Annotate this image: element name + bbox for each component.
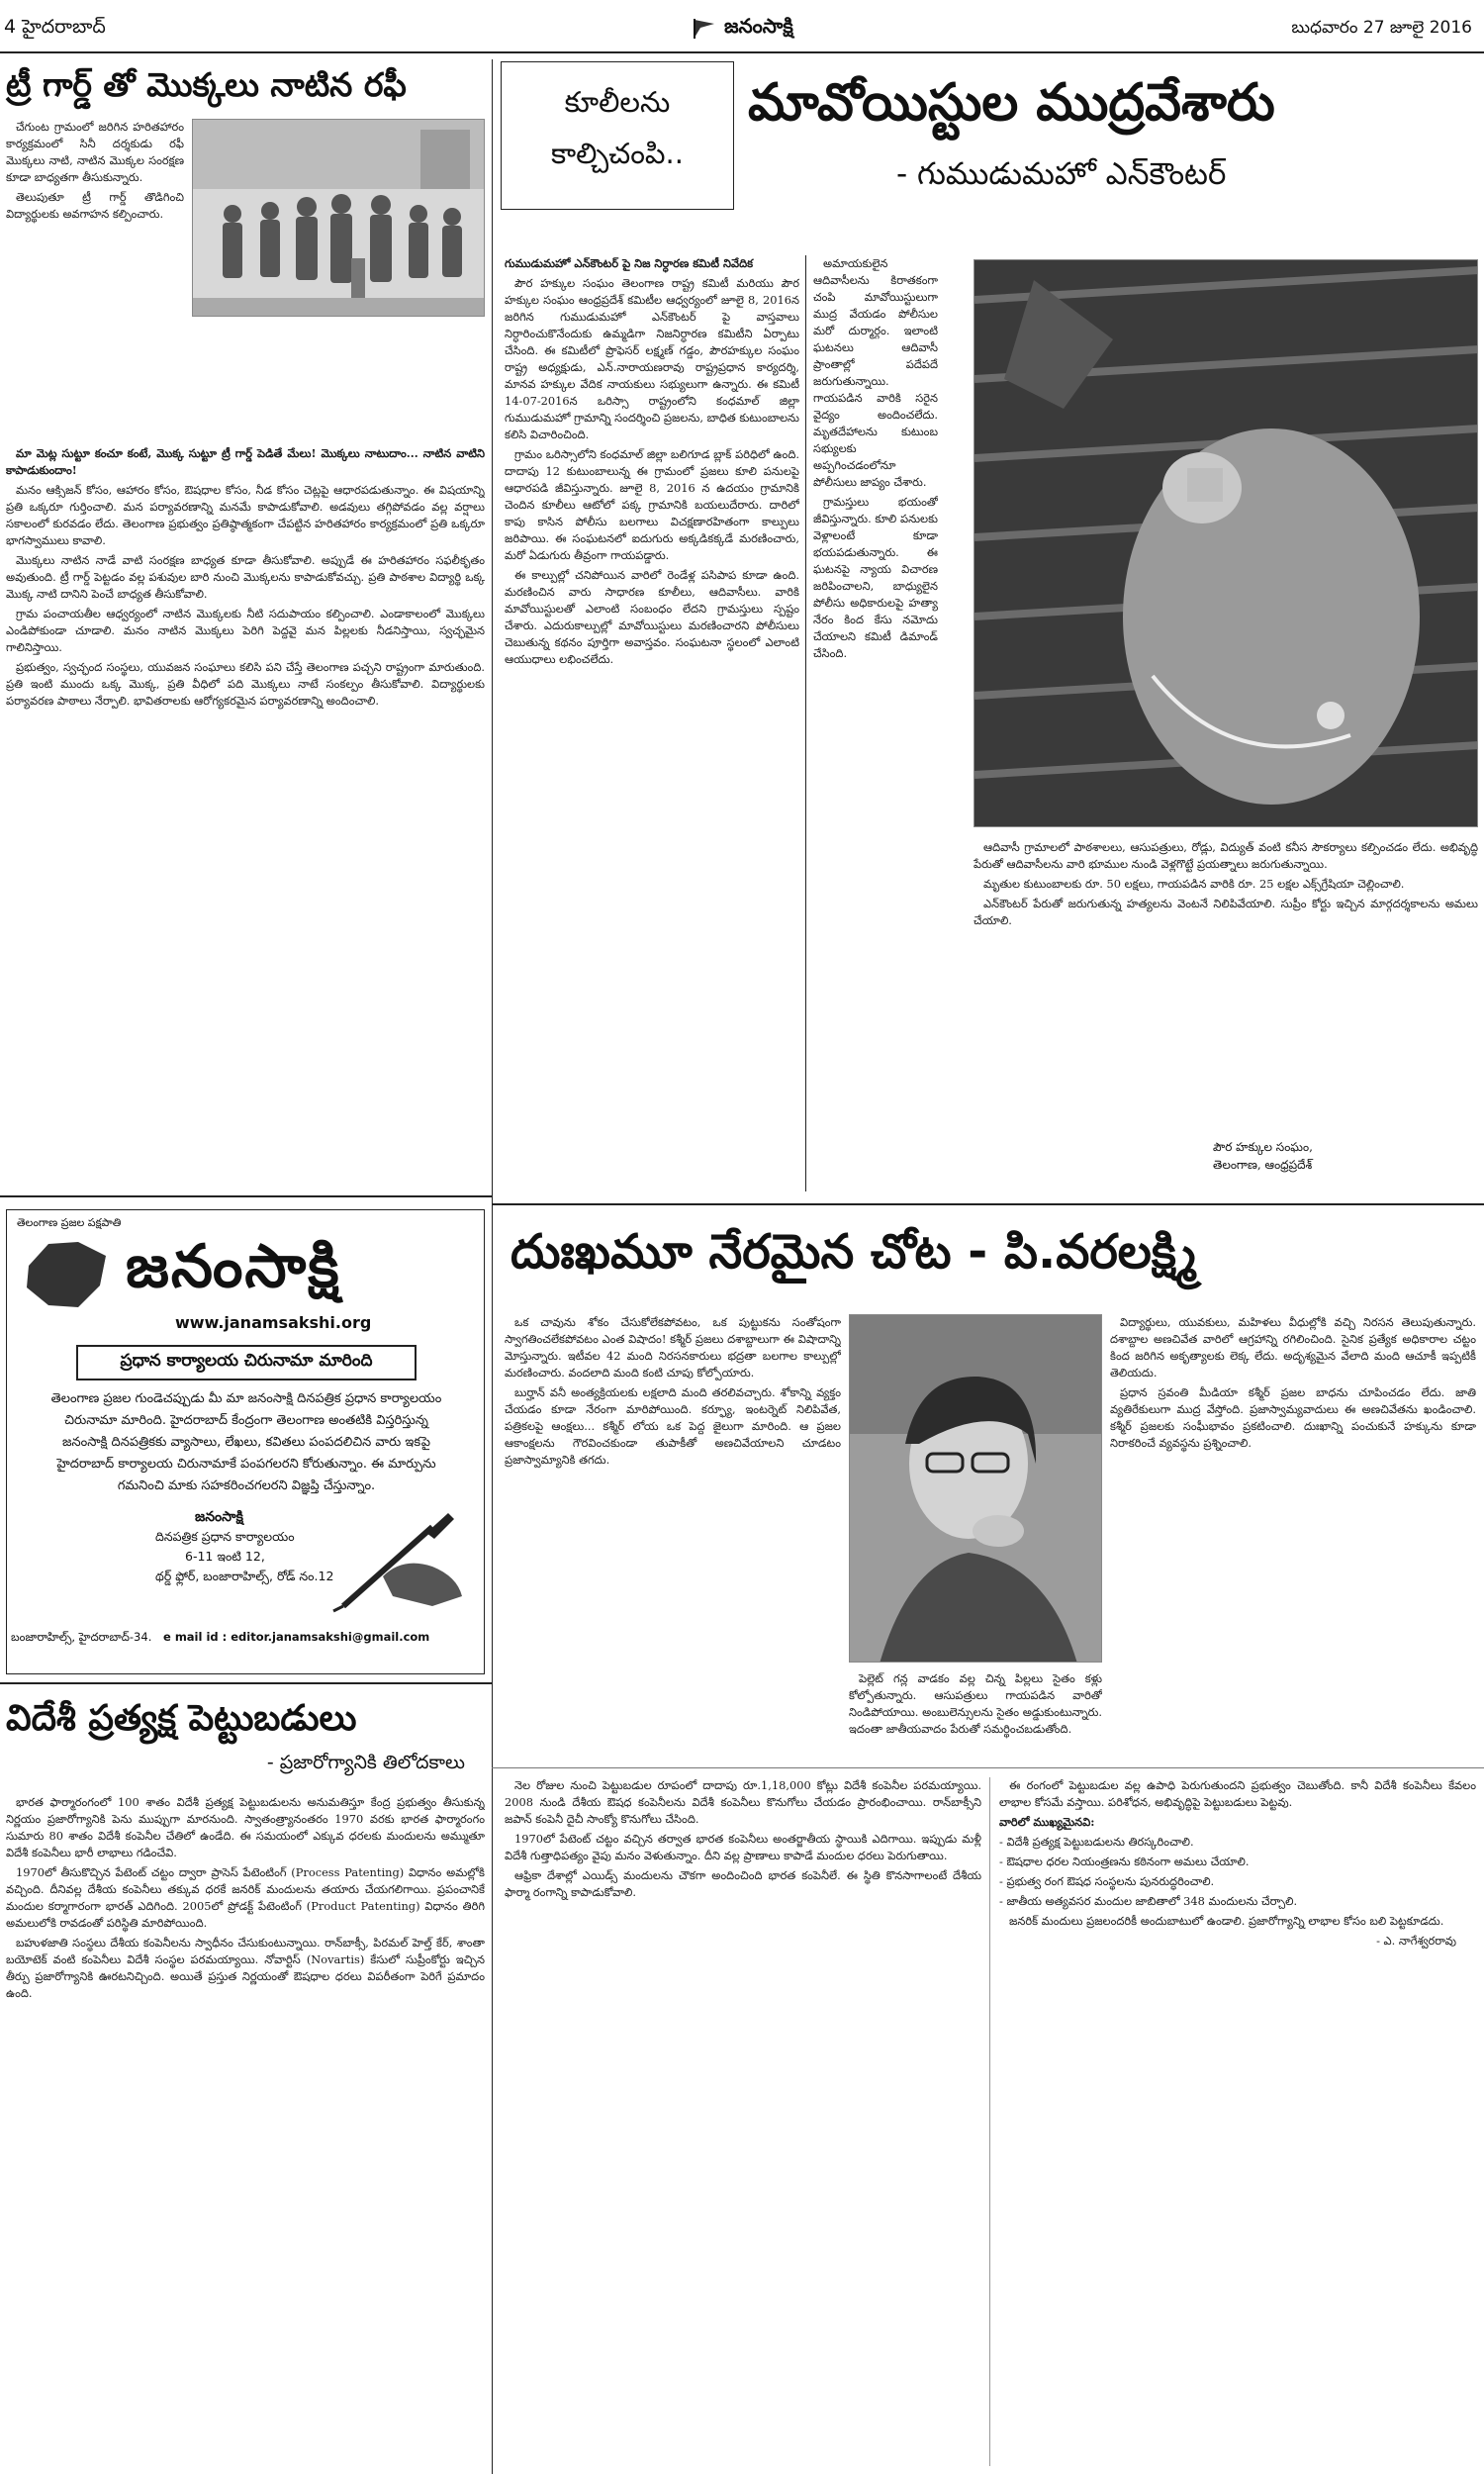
notice-addr-line: థర్డ్ ఫ్లోర్, బంజారాహిల్స్, రోడ్ నం.12	[155, 1569, 334, 1583]
fdi-subhead: - ప్రజారోగ్యానికి తిలోదకాలు	[266, 1752, 465, 1773]
section-rule	[492, 1767, 1484, 1768]
masthead-logo	[693, 14, 793, 43]
fdi-continued-paragraph: నెల రోజుల నుంచి పెట్టుబడుల రూపంలో దాదాపు రూ.1,18,000 కోట్లు విదేశీ కంపెనీల పరమయ్యాయి. 2008 నుండి దేశీయ ఔషధ కంపెనీలను విదేశీ కంపెనీలు కొనుగోలు చేయడం ప్రారంభించాయి. రాన్‌బాక్సీని జపాన్ కంపెనీ దైచీ సాంక్యో కొనుగోలు చేసింది.	[505, 1778, 981, 1826]
fdi-paragraph: భారత ఫార్మారంగంలో 100 శాతం విదేశీ ప్రత్యక్ష పెట్టుబడులను అనుమతిస్తూ కేంద్ర ప్రభుత్వం తీసుకున్న నిర్ణయం ప్రజారోగ్యానికి పెను ముప్పుగా మారనుంది. స్వాతంత్ర్యానంతరం 1970 వరకు భారత ఫార్మారంగం సుమారు 80 శాతం విదేశీ కంపెనీల చేతిలో ఉండేది. ఈ సమయంలో ఎక్కువ ధరలకు మందులను అమ్ముతూ విదేశీ కంపెనీలు భారీ లాభాలు గడించేవి.	[6, 1795, 485, 1859]
page-header	[0, 0, 1484, 59]
fdi-continued-paragraph: జనరిక్ మందులు ప్రజలందరికీ అందుబాటులో ఉండాలి. ప్రజారోగ్యాన్ని లాభాల కోసం బలి పెట్టకూడదు.	[1009, 1914, 1444, 1928]
column-divider	[805, 255, 806, 1191]
notice-line: హైదరాబాద్ కార్యాలయ చిరునామాకే పంపగలరని కోరుతున్నాం. ఈ మార్పును	[56, 1457, 436, 1472]
section-rule	[492, 1203, 1484, 1205]
maoist-kicker: కూలీలను	[564, 85, 671, 119]
column-divider	[989, 1777, 990, 2466]
pen-hand-icon	[324, 1507, 472, 1616]
maoist-paragraph: అమాయకులైన ఆదివాసీలను కిరాతకంగా చంపి మావోయిస్టులుగా ముద్ర వేయడం పోలీసుల మరో దుర్మార్గం. ఇలాంటి ఘటనలు ఆదివాసీ ప్రాంతాల్లో పదేపదే జరుగుతున్నాయి. గాయపడిన వారికి సరైన వైద్యం అందించలేదు. మృతదేహాలను కుటుంబ సభ్యులకు అప్పగించడంలోనూ పోలీసులు జాప్యం చేశారు.	[813, 256, 938, 489]
header-rule	[0, 51, 1484, 53]
office-address-notice	[6, 1209, 485, 1674]
raffi-paragraph: గ్రామ పంచాయతీల ఆధ్వర్యంలో నాటిన మొక్కలకు నీటి సదుపాయం కల్పించాలి. ఎండాకాలంలో మొక్కలు ఎండిపోకుండా చూడాలి. మనం నాటిన మొక్కలు పెరిగి పెద్దవై మన పిల్లలకు నీడనిస్తాయి, స్వచ్ఛమైన గాలినిస్తాయి.	[6, 607, 485, 654]
maoist-paragraph: గ్రామం ఒరిస్సాలోని కంధమాల్ జిల్లా బలిగూడ బ్లాక్ పరిధిలో ఉంది. దాదాపు 12 కుటుంబాలున్న ఈ గ్రామంలో ప్రజలు కూలి పనులపై ఆధారపడి జీవిస్తున్నారు. జూలై 8, 2016 న ఉదయం గ్రామానికి చెందిన కూలీలు ఆటోలో పక్క గ్రామానికి బయలుదేరారు. దారిలో కాపు కాసిన పోలీసు బలగాలు విచక్షణారహితంగా కాల్పులు జరిపాయి. ఈ సంఘటనలో ఐదుగురు అక్కడికక్కడే మరణించారు, మరో ఏడుగురు తీవ్రంగా గాయపడ్డారు.	[505, 447, 799, 562]
varalakshmi-paragraph: ఒక చావును శోకం చేసుకోలేకపోవటం, ఒక పుట్టుకను సంతోషంగా స్వాగతించలేకపోవటం ఎంత విషాదం! కశ్మీర్ ప్రజలు దశాబ్దాలుగా ఈ విషాదాన్ని మోస్తున్నారు. ఇటీవల 42 మంది నిరసనకారులు భద్రతా బలగాల కాల్పుల్లో మరణించారు. వందలాది మంది కంటి చూపు కోల్పోయారు.	[505, 1315, 841, 1380]
page-number-label: 4 హైదరాబాద్	[4, 16, 106, 38]
notice-addr-line: దినపత్రిక ప్రధాన కార్యాలయం	[155, 1529, 295, 1544]
fdi-article	[6, 1694, 485, 2466]
fdi-demand-item: - విదేశీ ప్రత్యక్ష పెట్టుబడులను తిరస్కరించాలి.	[999, 1835, 1194, 1849]
fdi-demand-item: - జాతీయ అత్యవసర మందుల జాబితాలో 348 మందులను చేర్చాలి.	[999, 1894, 1298, 1908]
encounter-photo-illustration	[974, 260, 1478, 827]
maoist-paragraph: ఎన్‌కౌంటర్ పేరుతో జరుగుతున్న హత్యలను వెంటనే నిలిపివేయాలి. సుప్రీం కోర్టు ఇచ్చిన మార్గదర్శకాలను అమలు చేయాలి.	[974, 897, 1478, 927]
author-portrait-illustration	[850, 1315, 1102, 1663]
raffi-paragraph: మొక్కలు నాటిన నాడే వాటి సంరక్షణ బాధ్యత కూడా తీసుకోవాలి. అప్పుడే ఈ హరితహారం సఫలీకృతం అవుతుంది. ట్రీ గార్డ్ పెట్టడం వల్ల పశువుల బారి నుంచి మొక్కలను కాపాడుకోవచ్చు. ప్రతి పాఠశాల విద్యార్థి ఒక్క మొక్క నాటి దానిని పెంచే బాధ్యత తీసుకోవాలి.	[6, 553, 485, 601]
notice-url: www.janamsakshi.org	[175, 1313, 372, 1332]
column-divider	[492, 59, 493, 2474]
raffi-article	[6, 61, 485, 1189]
fdi-continued-paragraph: ఈ రంగంలో పెట్టుబడుల వల్ల ఉపాధి పెరుగుతుందని ప్రభుత్వం చెబుతోంది. కానీ విదేశీ కంపెనీలు కేవలం లాభాల కోసమే వస్తాయి. పరిశోధన, అభివృద్ధిపై పెట్టుబడులు పెట్టవు.	[999, 1778, 1476, 1809]
fdi-demands-title: వారిలో ముఖ్యమైనవి:	[999, 1815, 1095, 1829]
notice-addr-line: బంజారాహిల్స్, హైదరాబాద్-34.	[11, 1630, 152, 1644]
varalakshmi-paragraph: బుర్హాన్ వనీ అంత్యక్రియలకు లక్షలాది మంది తరలివచ్చారు. శోకాన్ని వ్యక్తం చేయడం కూడా నేరంగా మారిపోయింది. కర్ఫ్యూ, ఇంటర్నెట్ నిలిపివేత, పత్రికలపై ఆంక్షలు... కశ్మీర్ లోయ ఒక పెద్ద జైలుగా మారింది. ఆ ప్రజల ఆకాంక్షలను గౌరవించకుండా తుపాకీతో అణచివేయాలని చూడటం ప్రజాస్వామ్యానికి తగదు.	[505, 1385, 841, 1467]
raffi-intro-2: తెలుపుతూ ట్రీ గార్డ్ తొడిగించి విద్యార్థులకు అవగాహన కల్పించారు.	[6, 190, 184, 221]
varalakshmi-article	[501, 1213, 1480, 1767]
varalakshmi-photo	[849, 1314, 1102, 1663]
section-rule	[0, 1682, 492, 1684]
varalakshmi-paragraph: ప్రధాన స్రవంతి మీడియా కశ్మీర్ ప్రజల బాధను చూపించడం లేదు. జాతి వ్యతిరేకులుగా ముద్ర వేస్తోంది. ప్రజాస్వామ్యవాదులు ఈ అణచివేతను ఖండించాలి. కశ్మీర్ ప్రజలకు సంఘీభావం ప్రకటించాలి. దుఃఖాన్ని పంచుకునే హక్కును కూడా నిరాకరించే వ్యవస్థను ప్రశ్నించాలి.	[1110, 1385, 1476, 1450]
varalakshmi-paragraph: విద్యార్థులు, యువకులు, మహిళలు వీధుల్లోకి వచ్చి నిరసన తెలుపుతున్నారు. దశాబ్దాల అణచివేత వారిలో ఆగ్రహాన్ని రగిలించింది. సైనిక ప్రత్యేక అధికారాల చట్టం కింద జరిగిన అకృత్యాలకు లెక్క లేదు. అదృశ్యమైన వేలాది మంది ఆచూకీ ఇప్పటికీ తెలియదు.	[1110, 1315, 1476, 1380]
notice-email: e mail id : editor.janamsakshi@gmail.com	[163, 1630, 430, 1644]
notice-addr-line: 6-11 ఇంటి 12,	[185, 1549, 265, 1564]
raffi-headline: ట్రీ గార్డ్ తో మొక్కలు నాటిన రఫీ	[6, 65, 407, 104]
fdi-paragraph: 1970లో తీసుకొచ్చిన పేటెంట్ చట్టం ద్వారా ప్రాసెస్ పేటెంటింగ్ (Process Patenting) విధానం అమల్లోకి వచ్చింది. దీనివల్ల దేశీయ కంపెనీలు తక్కువ ధరకే జనరిక్ మందులను తయారు చేయగలిగాయి. ప్రపంచానికే మందుల కర్మాగారంగా భారత్ ఎదిగింది. 2005లో ప్రోడక్ట్ పేటెంటింగ్ (Product Patenting) విధానం తిరిగి అమలులోకి రావడంతో పరిస్థితి మారిపోయింది.	[6, 1865, 485, 1930]
notice-addr-name: జనంసాక్షి	[195, 1509, 243, 1525]
maoist-paragraph: మృతుల కుటుంబాలకు రూ. 50 లక్షలు, గాయపడిన వారికి రూ. 25 లక్షల ఎక్స్‌గ్రేషియా చెల్లించాలి.	[983, 877, 1405, 891]
notice-line: జనంసాక్షి దినపత్రికకు వ్యాసాలు, లేఖలు, కవితలు పంపదలిచిన వారు ఇకపై	[62, 1435, 430, 1450]
masthead-logo-text: జనంసాక్షి	[724, 14, 793, 38]
flag-icon	[693, 18, 718, 40]
raffi-slogan: మా మెట్ల సుట్టూ కంచూ కంటే, మొక్క సుట్టూ ట్రీ గార్డ్ పెడితే మేలు! మొక్కలు నాటుదాం... నాటిన వాటిని కాపాడుకుందాం!	[6, 446, 485, 477]
maoist-paragraph: పౌర హక్కుల సంఘం తెలంగాణ రాష్ట్ర కమిటీ మరియు పౌర హక్కుల సంఘం ఆంధ్రప్రదేశ్ కమిటీల ఆధ్వర్యంలో జూలై 8, 2016న జరిగిన గుముడుమహో ఎన్‌కౌంటర్ పై వాస్తవాలు నిర్ధారించుకొనేందుకు ఉమ్మడిగా నిజనిర్ధారణ కమిటీని ఏర్పాటు చేసింది. ఈ కమిటీలో ప్రొఫెసర్ లక్ష్మణ్ గడ్డం, పౌరహక్కుల సంఘం రాష్ట్ర అధ్యక్షుడు, ఎన్.నారాయణరావు రాష్ట్రప్రధాన కార్యదర్శి, మానవ హక్కుల వేదిక నాయకులు సభ్యులుగా ఉన్నారు. ఈ కమిటీ 14-07-2016న ఒరిస్సా రాష్ట్రంలోని కంధమాల్ జిల్లా గుముడుమహో గ్రామాన్ని సందర్శించి ప్రజలను, బాధిత కుటుంబాలను కలిసి విచారించింది.	[505, 276, 799, 441]
varalakshmi-headline: దుఃఖమూ నేరమైన చోట - పి.వరలక్ష్మి	[510, 1224, 1197, 1280]
fdi-demand-item: - ఔషధాల ధరల నియంత్రణను కఠినంగా అమలు చేయాలి.	[999, 1855, 1250, 1868]
notice-line: చిరునామా మారింది. హైదరాబాద్ కేంద్రంగా తెలంగాణ అంతటికి విస్తరిస్తున్న	[64, 1413, 428, 1428]
notice-brand: జనంసాక్షి	[126, 1232, 341, 1301]
maoist-signature: పౌర హక్కుల సంఘం,	[1213, 1140, 1313, 1154]
maoist-subhead: - గుముడుమహో ఎన్‌కౌంటర్	[896, 156, 1227, 192]
section-rule	[0, 1195, 492, 1197]
raffi-paragraph: మనం ఆక్సిజన్ కోసం, ఆహారం కోసం, ఔషధాల కోసం, నీడ కోసం చెట్లపై ఆధారపడుతున్నాం. ఈ విషయాన్ని ప్రతి ఒక్కరూ గుర్తించాలి. మన పర్యావరణాన్ని మనమే కాపాడుకోవాలి. అడవులు తగ్గిపోవడం వల్ల వర్షాలు సకాలంలో కురవడం లేదు. తెలంగాణ ప్రభుత్వం ప్రతిష్ఠాత్మకంగా చేపట్టిన హరితహారం కార్యక్రమంలో ప్రతి ఒక్కరూ భాగస్వాములు కావాలి.	[6, 483, 485, 547]
fdi-continued-paragraph: 1970లో పేటెంట్ చట్టం వచ్చిన తర్వాత భారత కంపెనీలు అంతర్జాతీయ స్థాయికి ఎదిగాయి. ఇప్పుడు మళ్లీ విదేశీ గుత్తాధిపత్యం వైపు మనం వెళుతున్నాం. దీని వల్ల ప్రాణాలు కాపాడే మందుల ధరలు పెరుగుతాయి.	[505, 1832, 981, 1862]
telangana-map-icon	[19, 1236, 114, 1315]
maoist-headline: మావోయిస్టుల ముద్రవేశారు	[748, 73, 1275, 133]
maoist-paragraph: ఆదివాసీ గ్రామాలలో పాఠశాలలు, ఆసుపత్రులు, రోడ్లు, విద్యుత్ వంటి కనీస సౌకర్యాలు కల్పించడం లేదు. అభివృద్ధి పేరుతో ఆదివాసీలను వారి భూముల నుండి వెళ్లగొట్టే ప్రయత్నాలు జరుగుతున్నాయి.	[974, 840, 1478, 871]
maoist-paragraph: గ్రామస్తులు భయంతో జీవిస్తున్నారు. కూలి పనులకు వెళ్లాలంటే కూడా భయపడుతున్నారు. ఈ ఘటనపై న్యాయ విచారణ జరిపించాలని, బాధ్యులైన పోలీసు అధికారులపై హత్యా నేరం కింద కేసు నమోదు చేయాలని కమిటీ డిమాండ్ చేసింది.	[813, 495, 938, 660]
notice-banner: ప్రధాన కార్యాలయ చిరునామా మారింది	[76, 1345, 417, 1380]
encounter-photo	[974, 259, 1478, 827]
maoist-kicker: కాల్చిచంపి..	[551, 137, 684, 170]
fdi-headline: విదేశీ ప్రత్యక్ష పెట్టుబడులు	[6, 1698, 357, 1739]
raffi-photo	[192, 119, 485, 317]
maoist-signature: తెలంగాణ, ఆంధ్రప్రదేశ్	[1213, 1158, 1313, 1172]
notice-line: తెలంగాణ ప్రజల గుండెచప్పుడు మీ మా జనంసాక్షి దినపత్రిక ప్రధాన కార్యాలయం	[50, 1391, 442, 1406]
maoist-paragraph: ఈ కాల్పుల్లో చనిపోయిన వారిలో రెండేళ్ల పసిపాప కూడా ఉంది. మరణించిన వారు సాధారణ కూలీలు, ఆదివాసీలు. వారికి మావోయిస్టులతో ఎలాంటి సంబంధం లేదని గ్రామస్తులు స్పష్టం చేశారు. ఎదురుకాల్పుల్లో మావోయిస్టులు మరణించారని పోలీసులు చెబుతున్న కథనం పూర్తిగా అవాస్తవం. సంఘటనా స్థలంలో ఎలాంటి ఆయుధాలు లభించలేదు.	[505, 568, 799, 666]
maoist-article	[501, 61, 1480, 1199]
notice-line: గమనించి మాకు సహకరించగలరని విజ్ఞప్తి చేస్తున్నాం.	[117, 1478, 376, 1493]
fdi-demand-item: - ప్రభుత్వ రంగ ఔషధ సంస్థలను పునరుద్ధరించాలి.	[999, 1874, 1215, 1888]
notice-small-title: తెలంగాణ ప్రజల పక్షపాతి	[17, 1216, 122, 1229]
varalakshmi-paragraph: పెల్లెట్ గన్ల వాడకం వల్ల చిన్న పిల్లలు సైతం కళ్లు కోల్పోతున్నారు. ఆసుపత్రులు గాయపడిన వారితో నిండిపోయాయి. అంబులెన్సులను సైతం అడ్డుకుంటున్నారు. ఇదంతా జాతీయవాదం పేరుతో సమర్థించబడుతోంది.	[849, 1671, 1102, 1736]
raffi-paragraph: ప్రభుత్వం, స్వచ్ఛంద సంస్థలు, యువజన సంఘాలు కలిసి పని చేస్తే తెలంగాణ పచ్చని రాష్ట్రంగా మారుతుంది. ప్రతి ఇంటి ముందు ఒక్క మొక్క, ప్రతి వీధిలో పది మొక్కలు నాటే సంకల్పం తీసుకోవాలి. విద్యార్థులకు పర్యావరణ పాఠాలు నేర్పాలి. భావితరాలకు ఆరోగ్యకరమైన పర్యావరణాన్ని అందించాలి.	[6, 660, 485, 708]
raffi-intro-1: చేగుంట గ్రామంలో జరిగిన హరితహారం కార్యక్రమంలో సినీ దర్శకుడు రఫీ మొక్కలు నాటి, నాటిన మొక్కల సంరక్షణ కూడా బాధ్యతగా తీసుకున్నారు.	[6, 120, 184, 184]
fdi-author: - ఎ. నాగేశ్వరరావు	[1376, 1934, 1456, 1948]
maoist-kicker-box	[501, 61, 734, 210]
group-photo-illustration	[193, 120, 485, 317]
fdi-paragraph: బహుళజాతి సంస్థలు దేశీయ కంపెనీలను స్వాధీనం చేసుకుంటున్నాయి. రాన్‌బాక్సీ, పిరమల్ హెల్త్ కేర్, శాంతా బయోటెక్ వంటి కంపెనీలు విదేశీ సంస్థల పరమయ్యాయి. నోవార్టిస్ (Novartis) కేసులో సుప్రీంకోర్టు ఇచ్చిన తీర్పు ప్రజారోగ్యానికి ఊరటనిచ్చింది. అయితే ప్రస్తుత నిర్ణయంతో ఔషధాల ధరలు విపరీతంగా పెరిగే ప్రమాదం ఉంది.	[6, 1936, 485, 2000]
page-date: బుధవారం 27 జూలై 2016	[1291, 18, 1472, 38]
maoist-lead: గుముడుమహో ఎన్‌కౌంటర్ పై నిజ నిర్ధారణ కమిటీ నివేదిక	[505, 256, 754, 270]
fdi-continued-paragraph: ఆఫ్రికా దేశాల్లో ఎయిడ్స్ మందులను చౌకగా అందించింది భారత కంపెనీలే. ఈ స్థితి కొనసాగాలంటే దేశీయ ఫార్మా రంగాన్ని కాపాడుకోవాలి.	[505, 1868, 981, 1899]
fdi-continuation	[501, 1777, 1480, 2470]
